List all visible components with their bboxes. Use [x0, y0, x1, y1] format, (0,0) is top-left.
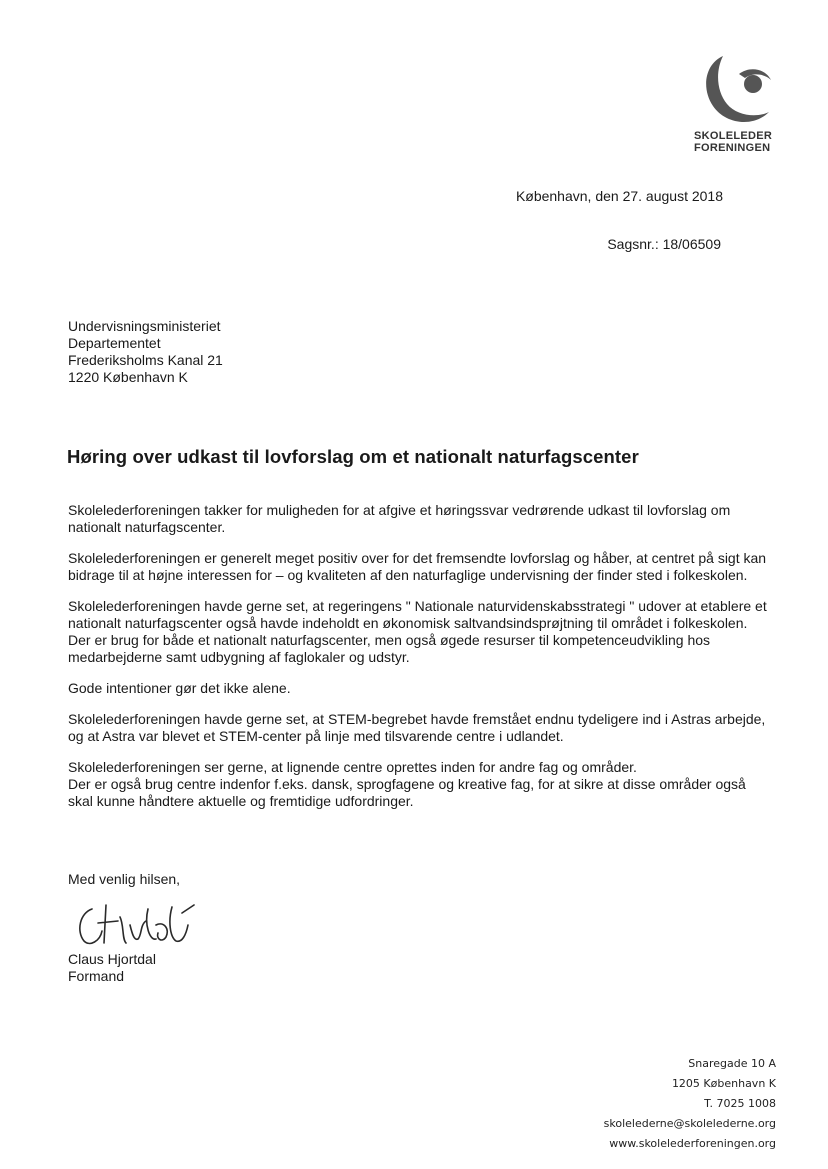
paragraph: Der er brug for både et nationalt naturfagscenter, men også øgede resurser til kompetenceudvikling hos medarbejderne samt udbygning af faglokaler og udstyr.	[68, 632, 711, 665]
recipient-address	[68, 318, 223, 386]
footer-city: 1205 København K	[671, 1077, 776, 1090]
paragraph: Skolelederforeningen er generelt meget positiv over for det fremsendte lovforslag og håber, at centret på sigt kan bidrage til at højne interessen for – og kvaliteten af den naturfaglige undervisning der finder sted i folkeskolen.	[68, 550, 767, 583]
logo-text	[694, 130, 772, 154]
footer-email[interactable]: skolelederne@skolelederne.org	[603, 1117, 776, 1130]
paragraph: Der er også brug centre indenfor f.eks. dansk, sprogfagene og kreative fag, for at sikre at disse områder også skal kunne håndtere aktuelle og fremtidige udfordringer.	[68, 776, 746, 809]
footer-street: Snaregade 10 A	[688, 1057, 776, 1070]
footer-web[interactable]: www.skolelederforeningen.org	[609, 1137, 776, 1150]
paragraph: Skolelederforeningen havde gerne set, at regeringens " Nationale naturvidenskabsstrategi " udover at etablere et nationalt naturfagscenter også havde indeholdt en økonomisk saltvandsindsprøjtning til området i folkeskolen.	[68, 598, 767, 631]
skolelederforeningen-logo-icon	[699, 52, 775, 128]
paragraph: Gode intentioner gør det ikke alene.	[68, 680, 291, 696]
logo-line-1: SKOLELEDER	[694, 130, 773, 142]
footer-phone: T. 7025 1008	[704, 1097, 776, 1110]
paragraph: Skolelederforeningen havde gerne set, at STEM-begrebet havde fremstået endnu tydeligere ind i Astras arbejde, og at Astra var blevet et STEM-center på linje med tilsvarende centre i udlandet.	[68, 711, 766, 744]
letter-body	[68, 502, 768, 824]
paragraph: Skolelederforeningen ser gerne, at lignende centre oprettes inden for andre fag og områder.	[68, 759, 637, 775]
letter-date: København, den 27. august 2018	[515, 188, 723, 204]
logo-line-2: FORENINGEN	[694, 142, 771, 154]
logo	[693, 52, 783, 128]
address-line: Departementet	[68, 335, 161, 351]
address-line: Frederiksholms Kanal 21	[68, 352, 223, 368]
case-number: Sagsnr.: 18/06509	[607, 236, 721, 252]
letter-title: Høring over udkast til lovforslag om et nationalt naturfagscenter	[67, 446, 639, 467]
address-line: 1220 København K	[68, 369, 188, 385]
handwritten-signature-icon	[70, 895, 200, 955]
footer-contact	[604, 1054, 776, 1154]
signer-role: Formand	[68, 968, 125, 984]
signer-name: Claus Hjortdal	[68, 951, 156, 967]
signer	[68, 951, 156, 985]
address-line: Undervisningsministeriet	[68, 318, 221, 334]
closing: Med venlig hilsen,	[68, 871, 181, 887]
paragraph: Skolelederforeningen takker for muligheden for at afgive et høringssvar vedrørende udkast til lovforslag om nationalt naturfagscenter.	[68, 502, 731, 535]
